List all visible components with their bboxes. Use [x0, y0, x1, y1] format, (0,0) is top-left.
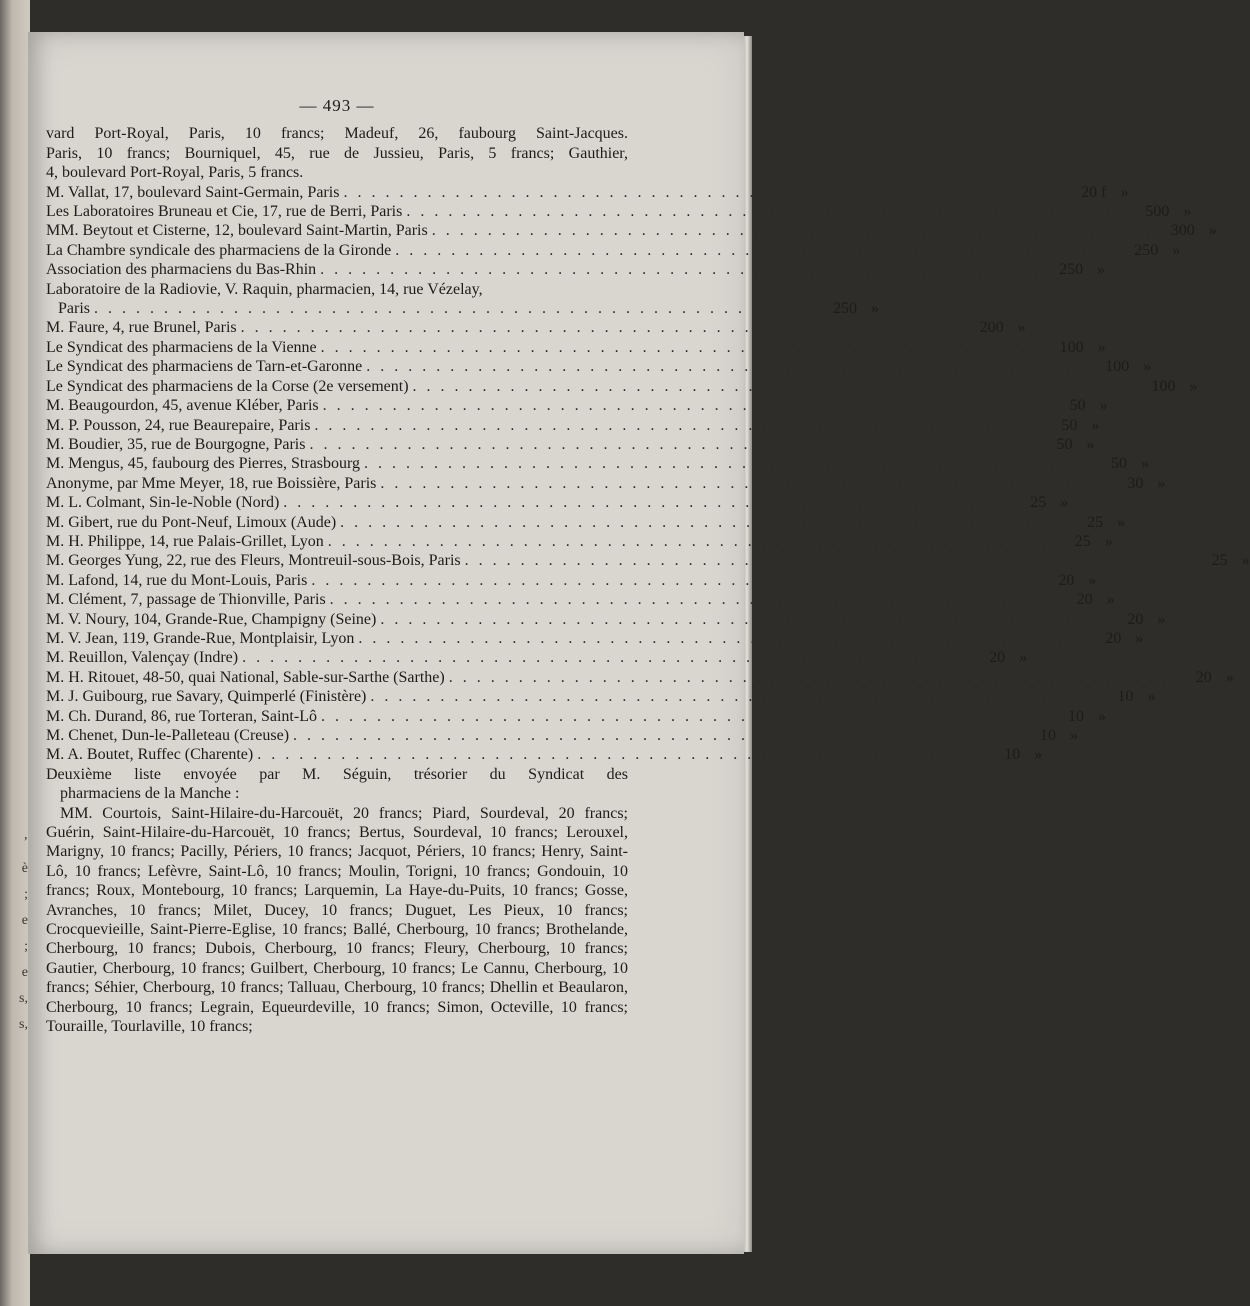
dot-leader: . . . . . . . . . . . . . . . . . . . . . . . . . . . . . . . . . . . . . . . . . . . . . . . . . . . . [322, 397, 1044, 415]
left-page-edge [0, 0, 30, 1306]
centimes-mark: » [1147, 688, 1156, 706]
donation-list [46, 183, 1217, 280]
dot-leader: . . . . . . . . . . . . . . . . . . . . . . . . . . . . . . . . . . . . . . . . . . . . . . . . . . . . [431, 222, 1153, 240]
donation-entry [46, 648, 1028, 667]
dot-leader: . . . . . . . . . . . . . . . . . . . . . . . . . . . . . . . . . . . . . . . . . . . . . . . . . . . . [380, 610, 1102, 628]
donation-amount: 10 [1004, 746, 1021, 764]
donor-name: M. Gibert, rue du Pont-Neuf, Limoux (Aude) [46, 513, 337, 531]
donation-amount: 20 [989, 649, 1006, 667]
centimes-mark: » [1099, 397, 1108, 415]
donation-amount: 50 [1111, 455, 1128, 473]
donation-entry [46, 687, 1156, 706]
dot-leader: . . . . . . . . . . . . . . . . . . . . . . . . . . . . . . . . . . . . . . . . . . . . . . . . . . . . [364, 455, 1086, 473]
donor-name: Association des pharmaciens du Bas-Rhin [46, 261, 317, 279]
dot-leader: . . . . . . . . . . . . . . . . . . . . . . . . . . . . . . . . . . . . . . . . . . . . . . . . . . . . [370, 688, 1092, 706]
donation-amount: 25 [1211, 552, 1228, 570]
donor-name: M. V. Jean, 119, Grande-Rue, Montplaisir, Lyon [46, 629, 355, 647]
donation-amount: 25 [1030, 494, 1047, 512]
donation-amount: 20 [1076, 591, 1093, 609]
donor-name: Le Syndicat des pharmaciens de la Vienne [46, 338, 317, 356]
donation-entry [46, 532, 1113, 551]
centimes-mark: » [871, 300, 879, 318]
donation-entry [46, 435, 1095, 454]
centimes-mark: » [1189, 377, 1198, 395]
donation-entry [46, 338, 1106, 357]
centimes-mark: » [1117, 513, 1126, 531]
centimes-mark: » [1241, 552, 1250, 570]
dot-leader: . . . . . . . . . . . . . . . . . . . . . . . . . . . . . . . . . . . . . . . . . . . . . . . . . . . . [395, 241, 1117, 259]
donation-entry [46, 299, 879, 318]
page-number: — 493 — [299, 96, 375, 115]
dot-leader: . . . . . . . . . . . . . . . . . . . . . . . . . . . . . . . . . . . . . . . . . . . . . . . . . . . . [358, 629, 1080, 647]
donor-name: M. Reuillon, Valençay (Indre) [46, 649, 239, 667]
donation-amount: 300 [1170, 222, 1195, 240]
dot-leader: . . . . . . . . . . . . . . . . . . . . . . . . . . . . . . . . . . . . . . . . . . . . . . . . . . . . [329, 591, 1051, 609]
margin-mark: s, [19, 1017, 28, 1032]
donor-name: M. J. Guibourg, rue Savary, Quimperlé (Finistère) [46, 688, 367, 706]
donation-entry [46, 454, 1150, 473]
donor-name: M. P. Pousson, 24, rue Beaurepaire, Paris [46, 416, 311, 434]
donation-amount: 500 [1145, 203, 1170, 221]
donation-entry [46, 377, 1198, 396]
centimes-mark: » [1157, 474, 1166, 492]
dot-leader: . . . . . . . . . . . . . . . . . . . . . . . . . . . . . . . . . . . . . . . . . . . . . . . . . . . . [380, 474, 1102, 492]
donation-entry [46, 551, 1250, 570]
donation-amount: 50 [1061, 416, 1078, 434]
dot-leader: . . . . . . . . . . . . . . . . . . . . . . . . . . . . . . . . . . . . . . . . . . . . . . . . . . . . [412, 377, 1134, 395]
donation-entry [46, 745, 1043, 764]
centimes-mark: » [1183, 203, 1192, 221]
donation-entry [46, 668, 1234, 687]
donor-name: M. Faure, 4, rue Brunel, Paris [46, 319, 237, 337]
donation-amount: 10 [1040, 727, 1057, 744]
donation-entry [46, 726, 1079, 745]
centimes-mark: » [1141, 455, 1150, 473]
donation-entry [46, 416, 1100, 435]
margin-mark: e [21, 913, 28, 928]
donation-entry [46, 318, 1026, 337]
centimes-mark: » [1143, 358, 1152, 376]
donation-amount: 250 [1059, 261, 1084, 279]
dot-leader: . . . . . . . . . . . . . . . . . . . . . . . . . . . . . . . . . . . . . . . . . . . . . . . . . . . . [283, 494, 1005, 512]
intro-line: 4, boulevard Port-Royal, Paris, 5 francs. [46, 164, 304, 182]
donor-name: M. Beaugourdon, 45, avenue Kléber, Paris [46, 397, 319, 415]
radiovie-line: Laboratoire de la Radiovie, V. Raquin, pharmacien, 14, rue Vézelay, [46, 280, 483, 298]
donation-amount: 30 [1127, 474, 1144, 492]
donation-amount: 100 [1059, 338, 1084, 356]
donation-entry [46, 474, 1166, 493]
donor-name: M. H. Philippe, 14, rue Palais-Grillet, Lyon [46, 532, 324, 550]
dot-leader: . . . . . . . . . . . . . . . . . . . . . . . . . . . . . . . . . . . . . . . . . . . . . . . . . . . . [309, 435, 1031, 453]
intro-text [46, 124, 628, 182]
donor-name: M. Lafond, 14, rue du Mont-Louis, Paris [46, 571, 308, 589]
donation-amount: 20 [1127, 610, 1144, 628]
deuxieme-liste-line: Deuxième liste envoyée par M. Séguin, trésorier du Syndicat des [46, 765, 628, 783]
margin-mark: ; [24, 939, 28, 954]
centimes-mark: » [1208, 222, 1217, 240]
centimes-mark: » [1060, 494, 1069, 512]
dot-leader: . . . . . . . . . . . . . . . . . . . . . . . . . . . . . . . . . . . . . . . . . . . . . . . . . . . . [327, 532, 1049, 550]
donation-entry [46, 183, 1129, 202]
left-margin-marks [0, 830, 28, 1038]
dot-leader: . . . . . . . . . . . . . . . . . . . . . . . . . . . . . . . . . . . . . . . . . . . . . . . . . . . . [242, 649, 964, 667]
centimes-mark: » [1106, 591, 1115, 609]
dot-leader: . . . . . . . . . . . . . . . . . . . . . . . . . . . . . . . . . . . . . . . . . . . . . . . . . . . . [320, 261, 1042, 279]
centimes-mark: » [1019, 649, 1028, 667]
manche-paragraph: MM. Courtois, Saint-Hilaire-du-Harcouët, 20 francs; Piard, Sourdeval, 20 francs; Guérin, Saint-Hilaire-du-Harcouët, 10 francs; Bertus, Sourdeval, 10 francs; Lerouxel, Marigny, 10 francs; Pacilly, Périers, 10 francs; Jacquot, Périers, 10 francs; Henry, Saint-Lô, 10 francs; Lefèvre, Saint-Lô, 10 francs; Moulin, Torigni, 10 francs; Gondouin, 10 francs; Roux, Montebourg, 10 francs; Larquemin, La Haye-du-Puits, 10 francs; Gosse, Avranches, 10 francs; Milet, Ducey, 10 francs; Duguet, Les Pieux, 10 francs; Crocquevieille, Saint-Pierre-Eglise, 10 francs; Ballé, Cherbourg, 10 francs; Brothelande, Cherbourg, 10 francs; Dubois, Cherbourg, 10 francs; Fleury, Cherbourg, 10 francs; Gautier, Cherbourg, 10 francs; Guilbert, Cherbourg, 10 francs; Le Cannu, Cherbourg, 10 francs; Séhier, Cherbourg, 10 francs; Talluau, Cherbourg, 10 francs; Dhellin et Beaularon, Cherbourg, 10 francs; Legrain, Equeurdeville, 10 francs; Simon, Octeville, 10 francs; Touraille, Tourlaville, 10 francs; [46, 804, 628, 1036]
centimes-mark: » [1135, 629, 1144, 647]
donation-amount: 50 [1069, 397, 1086, 415]
centimes-mark: » [1034, 746, 1043, 764]
donation-list-continued [46, 299, 1250, 765]
donor-name: M. L. Colmant, Sin-le-Noble (Nord) [46, 494, 280, 512]
donation-amount: 25 [1074, 532, 1091, 550]
donor-name: M. A. Boutet, Ruffec (Charente) [46, 746, 254, 764]
dot-leader: . . . . . . . . . . . . . . . . . . . . . . . . . . . . . . . . . . . . . . . . . . . . . . . . . . . . [320, 707, 1042, 725]
donor-name: M. H. Ritouet, 48-50, quai National, Sable-sur-Sarthe (Sarthe) [46, 668, 445, 686]
centimes-mark: » [1088, 571, 1097, 589]
donor-name: M. V. Noury, 104, Grande-Rue, Champigny (Seine) [46, 610, 377, 628]
centimes-mark: » [1017, 319, 1026, 337]
dot-leader: . . . . . . . . . . . . . . . . . . . . . . . . . . . . . . . . . . . . . . . . . . . . . . . . . . . . [240, 319, 962, 337]
donation-amount: 20 f [1081, 183, 1107, 201]
donation-entry [46, 610, 1166, 629]
centimes-mark: » [1157, 610, 1166, 628]
intro-line: Paris, 10 francs; Bourniquel, 45, rue de Jussieu, Paris, 5 francs; Gauthier, [46, 144, 628, 162]
donation-entry [46, 493, 1069, 512]
margin-mark: ’ [23, 835, 28, 850]
donor-name: M. Clément, 7, passage de Thionville, Paris [46, 591, 326, 609]
donation-entry [46, 629, 1144, 648]
donation-amount: 100 [1105, 358, 1130, 376]
donation-entry [46, 571, 1097, 590]
dot-leader: . . . . . . . . . . . . . . . . . . . . . . . . . . . . . . . . . . . . . . . . . . . . . . . . . . . . [343, 183, 1065, 201]
donor-name: M. Vallat, 17, boulevard Saint-Germain, Paris [46, 183, 340, 201]
dot-leader: . . . . . . . . . . . . . . . . . . . . . . . . . . . . . . . . . . . . . . . . . . . . . . . . . . . . [464, 552, 1186, 570]
donation-amount: 250 [833, 300, 857, 318]
donation-entry [46, 513, 1126, 532]
donation-amount: 200 [979, 319, 1004, 337]
donor-name: Le Syndicat des pharmaciens de Tarn-et-Garonne [46, 358, 363, 376]
donation-amount: 10 [1117, 688, 1134, 706]
donor-name: Anonyme, par Mme Meyer, 18, rue Boissière, Paris [46, 474, 377, 492]
donor-name: M. Boudier, 35, rue de Bourgogne, Paris [46, 435, 306, 453]
centimes-mark: » [1120, 183, 1129, 201]
centimes-mark: » [1086, 435, 1095, 453]
margin-mark: è [21, 861, 28, 876]
donation-amount: 10 [1067, 707, 1084, 725]
dot-leader: . . . . . . . . . . . . . . . . . . . . . . . . . . . . . . . . . . . . . . . . . . . . . . . . . . . . [94, 300, 815, 318]
donation-amount: 250 [1134, 241, 1159, 259]
donation-entry [46, 396, 1108, 415]
page-content [46, 96, 1250, 1037]
margin-mark: e [21, 965, 28, 980]
donor-name: M. Georges Yung, 22, rue des Fleurs, Montreuil-sous-Bois, Paris [46, 552, 461, 570]
dot-leader: . . . . . . . . . . . . . . . . . . . . . . . . . . . . . . . . . . . . . . . . . . . . . . . . . . . . [406, 203, 1128, 221]
centimes-mark: » [1070, 727, 1079, 744]
dot-leader: . . . . . . . . . . . . . . . . . . . . . . . . . . . . . . . . . . . . . . . . . . . . . . . . . . . . [311, 571, 1033, 589]
dot-leader: . . . . . . . . . . . . . . . . . . . . . . . . . . . . . . . . . . . . . . . . . . . . . . . . . . . . [293, 727, 1015, 744]
donation-entry [46, 357, 1152, 376]
dot-leader: . . . . . . . . . . . . . . . . . . . . . . . . . . . . . . . . . . . . . . . . . . . . . . . . . . . . [320, 338, 1042, 356]
donor-name: La Chambre syndicale des pharmaciens de la Gironde [46, 241, 392, 259]
deuxieme-liste-line-2: pharmaciens de la Manche : [60, 785, 240, 803]
donation-entry [46, 221, 1217, 240]
margin-mark: ; [24, 887, 28, 902]
donor-name: Le Syndicat des pharmaciens de la Corse (2e versement) [46, 377, 409, 395]
donation-amount: 50 [1056, 435, 1073, 453]
donation-amount: 20 [1058, 571, 1075, 589]
centimes-mark: » [1225, 668, 1234, 686]
dot-leader: . . . . . . . . . . . . . . . . . . . . . . . . . . . . . . . . . . . . . . . . . . . . . . . . . . . . [314, 416, 1036, 434]
donor-name: Les Laboratoires Bruneau et Cie, 17, rue de Berri, Paris [46, 203, 403, 221]
donation-entry [46, 260, 1106, 279]
dot-leader: . . . . . . . . . . . . . . . . . . . . . . . . . . . . . . . . . . . . . . . . . . . . . . . . . . . . [257, 746, 979, 764]
intro-line: vard Port-Royal, Paris, 10 francs; Madeuf, 26, faubourg Saint-Jacques. [46, 125, 628, 143]
dot-leader: . . . . . . . . . . . . . . . . . . . . . . . . . . . . . . . . . . . . . . . . . . . . . . . . . . . . [340, 513, 1062, 531]
dot-leader: . . . . . . . . . . . . . . . . . . . . . . . . . . . . . . . . . . . . . . . . . . . . . . . . . . . . [448, 668, 1170, 686]
donation-amount: 20 [1195, 668, 1212, 686]
centimes-mark: » [1091, 416, 1100, 434]
centimes-mark: » [1097, 707, 1106, 725]
margin-mark: s, [19, 991, 28, 1006]
donation-entry [46, 202, 1192, 221]
donation-entry [46, 590, 1115, 609]
centimes-mark: » [1104, 532, 1113, 550]
centimes-mark: » [1097, 338, 1106, 356]
donor-name: M. Chenet, Dun-le-Palleteau (Creuse) [46, 727, 290, 744]
donor-name: M. Mengus, 45, faubourg des Pierres, Strasbourg [46, 455, 361, 473]
donor-name: M. Ch. Durand, 86, rue Torteran, Saint-Lô [46, 707, 317, 725]
donor-name: MM. Beytout et Cisterne, 12, boulevard Saint-Martin, Paris [46, 222, 428, 240]
donor-name: Paris [58, 300, 90, 318]
dot-leader: . . . . . . . . . . . . . . . . . . . . . . . . . . . . . . . . . . . . . . . . . . . . . . . . . . . . [366, 358, 1088, 376]
donation-amount: 100 [1151, 377, 1176, 395]
centimes-mark: » [1097, 261, 1106, 279]
donation-amount: 20 [1105, 629, 1122, 647]
donation-amount: 25 [1087, 513, 1104, 531]
donation-entry [46, 707, 1106, 726]
donation-entry [46, 241, 1181, 260]
centimes-mark: » [1172, 241, 1181, 259]
